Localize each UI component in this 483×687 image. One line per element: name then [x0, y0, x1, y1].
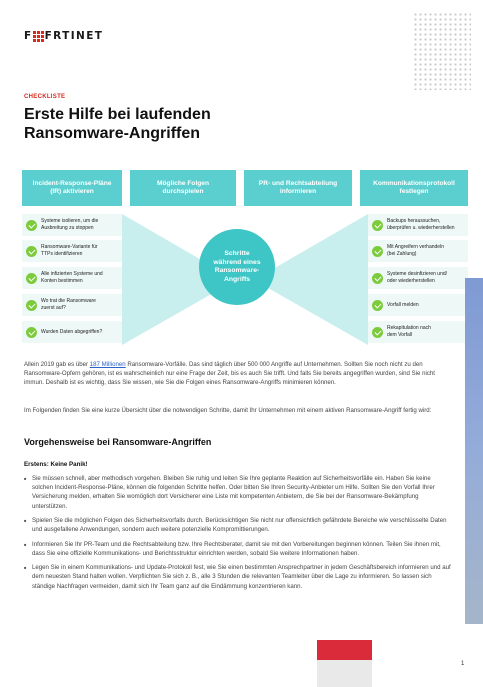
right-step: Vorfall melden: [368, 294, 468, 316]
eyebrow-label: CHECKLISTE: [24, 94, 66, 100]
right-step: Mit Angreifern verhandeln (bei Zahlung): [368, 240, 468, 262]
statistics-link[interactable]: 187 Millionen: [89, 361, 126, 368]
page-number: 1: [461, 661, 465, 667]
checkmark-icon: [372, 300, 383, 311]
ransomware-steps-diagram: [22, 170, 468, 348]
checkmark-icon: [372, 246, 383, 257]
checkmark-icon: [372, 327, 383, 338]
title-line-1: Erste Hilfe bei laufenden: [24, 106, 211, 123]
header-consequences: Mögliche Folgen durchspielen: [130, 170, 236, 206]
checkmark-icon: [26, 246, 37, 257]
left-step: Systeme isolieren, um die Ausbreitung zu stoppen: [22, 214, 122, 236]
header-communication: Kommunikationsprotokoll festlegen: [360, 170, 468, 206]
logo-text: FRTINET: [44, 30, 104, 42]
list-item: ■ Sie müssen schnell, aber methodisch vorgehen. Bleiben Sie ruhig und leiten Sie Ihre geplante Reaktion auf Sicherheitsvorfälle ein. Haben Sie keine solchen Incident-Response-Pläne, können die folgenden Schritte helfen. Oder bitten Sie Ihren Security-Anbieter um Hilfe. Sollten Sie den Vorfall Ihrer Versicherung melden, erhalten Sie womöglich dort Versicherer eine Liste mit kompetenten Anbietern, die Sie bei der Ransomware-Bekämpfung unterstützen.: [24, 474, 452, 511]
page-title: [24, 105, 324, 143]
checkmark-icon: [372, 273, 383, 284]
intro-paragraph-2: Im Folgenden finden Sie eine kurze Übersicht über die notwendigen Schritte, damit Ihr Unternehmen mit einem aktiven Ransomware-Angriff fertig wird:: [24, 407, 432, 414]
center-circle: Schritte während eines Ransomware- Angriffs: [199, 229, 275, 305]
left-step: Wurden Daten abgegriffen?: [22, 321, 122, 343]
title-line-2: Ransomware-Angriffen: [24, 125, 201, 142]
list-item: ■ Spielen Sie die möglichen Folgen des Sicherheitsvorfalls durch. Berücksichtigen Sie nicht nur offensichtlich gefährdete Bereiche wie verschlüsselte Daten und ausgefallene Anwendungen, sondern auch weitere potenzielle Kompromittierungen.: [24, 516, 452, 534]
checkmark-icon: [26, 220, 37, 231]
right-step: Backups heraussuchen, überprüfen u. wiederherstellen: [368, 214, 468, 236]
decorative-side-bar: [465, 278, 483, 624]
left-step: Ransomware-Variante für TTPs identifizieren: [22, 240, 122, 262]
list-item: ■ Legen Sie in einem Kommunikations- und Update-Protokoll fest, wie Sie einen bestimmten Ansprechpartner in jedem Geschäftsbereich informieren und auf dem neuesten Stand halten wollen. Verpflichten Sie sich z. B., alle 3 Stunden die relevanten Teamleiter über die Lage zu informieren. So lassen sich ständige Nachfragen vermeiden, damit sich Ihr Team ganz auf die Eindämmung konzentrieren kann.: [24, 563, 452, 591]
checkmark-icon: [372, 220, 383, 231]
right-step: Rekapitulation nach dem Vorfall: [368, 321, 468, 343]
decorative-red-block: [317, 640, 372, 660]
decorative-bottom-block: [317, 640, 372, 687]
sub-heading: Erstens: Keine Panik!: [24, 461, 88, 468]
intro-paragraph-1: Allein 2019 gab es über 187 Millionen Ransomware-Vorfälle. Das sind täglich über 500 000 Angriffe auf Unternehmen. Sollten Sie noch nicht zu den Ransomware-Opfern gehören, ist es wahrscheinlich nur eine Frage der Zeit, bis es auch Sie trifft. Und falls Sie bereits angegriffen wurden, sind Sie nicht immun. Deshalb ist es wichtig, dass Sie wissen, wie Sie die Folgen eines Ransomware-Angriffs minimieren können.: [24, 361, 435, 387]
header-pr-legal: PR- und Rechtsabteilung informieren: [244, 170, 352, 206]
header-ir-plans: Incident-Response-Pläne (IR) aktivieren: [22, 170, 122, 206]
section-heading: Vorgehensweise bei Ransomware-Angriffen: [24, 437, 212, 447]
logo-f-letter: F: [24, 30, 33, 42]
left-step: Wo trat die Ransomware zuerst auf?: [22, 294, 122, 316]
right-step: Systeme desinfizieren und/ oder wiederherstellen: [368, 267, 468, 289]
list-item: ■ Informieren Sie Ihr PR-Team und die Rechtsabteilung bzw. Ihre Rechtsberater, damit sie mit den Vorbereitungen beginnen können. Teilen Sie ihnen mit, dass Sie eine offizielle Kommunikations- und Berichtsstruktur einrichten werden, sobald Sie weitere Informationen haben.: [24, 540, 452, 558]
bullet-list: [24, 474, 452, 596]
logo-grid-icon: [33, 31, 44, 42]
checkmark-icon: [26, 327, 37, 338]
left-step: Alle infizierten Systeme und Konten bestimmen: [22, 267, 122, 289]
fortinet-logo: [24, 30, 103, 42]
checkmark-icon: [26, 273, 37, 284]
decorative-dot-pattern: [413, 12, 471, 90]
checkmark-icon: [26, 300, 37, 311]
